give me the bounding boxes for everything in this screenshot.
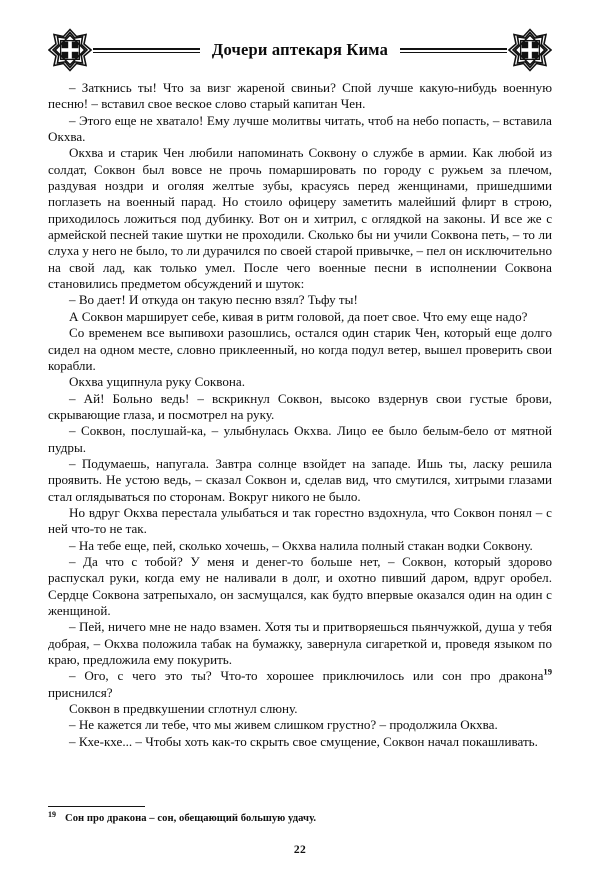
paragraph-with-footnote-reference (48, 668, 552, 701)
paragraph: – Кхе-кхе... – Чтобы хоть как-то скрыть свое смущение, Соквон начал покашливать. (69, 733, 538, 749)
footnote-reference-marker[interactable]: 19 (543, 667, 552, 678)
paragraph: Со временем все выпивохи разошлись, остался один старик Чен, который еще долго сидел на одном месте, словно приклеенный, но когда подул ветер, вышел проверить свои корабли. (48, 325, 552, 373)
paragraph: – Соквон, послушай-ка, – улыбнулась Окхва. Лицо ее было белым-бело от мятной пудры. (48, 423, 552, 455)
paragraph-text-before-footnote: – Ого, с чего это ты? Что-то хорошее приключилось или сон про дракона (69, 668, 544, 684)
footnote-separator-rule (48, 806, 145, 807)
paragraph-text-after-footnote: приснился? (48, 684, 113, 700)
paragraph: – Этого еще не хватало! Ему лучше молитвы читать, чтоб на небо попасть, – вставила Окхва. (48, 112, 552, 145)
body-text (48, 80, 552, 750)
paragraph: – Подумаешь, напугала. Завтра солнце взойдет на западе. Ишь ты, ласку решила проявить. Не устою ведь, – сказал Соквон и, сделав вид, что смутился, хитрыми глазами стал оглядываться по сторонам. Вокруг никого не было. (48, 455, 552, 504)
footnote (48, 812, 552, 825)
paragraph: Окхва ущипнула руку Соквона. (69, 374, 245, 390)
page-number: 22 (293, 843, 307, 856)
paragraph: Но вдруг Окхва перестала улыбаться и так горестно вздохнула, что Соквон понял – с ней что-то не так. (48, 504, 552, 537)
footnote-marker: 19 (48, 810, 56, 819)
paragraph: – Не кажется ли тебе, что мы живем слишком грустно? – продолжила Окхва. (69, 717, 498, 733)
header-rule-right (400, 27, 507, 73)
page-title: Дочери аптекаря Кима (211, 39, 389, 59)
paragraph: – Пей, ничего мне не надо взамен. Хотя ты и притворяешься пьянчужкой, душа у тебя добрая, – Окхва положила табак на бумажку, завернула сигареткой и, проведя языком по краю, предложила ему покурить. (48, 619, 552, 668)
star-rosette-ornament-right (508, 27, 552, 73)
footnote-text: Сон про дракона – сон, обещающий большую удачу. (65, 813, 317, 824)
paragraph: А Соквон марширует себе, кивая в ритм головой, да поет свое. Что ему еще надо? (69, 308, 528, 324)
paragraph: – На тебе еще, пей, сколько хочешь, – Окхва налила полный стакан водки Соквону. (69, 537, 533, 553)
paragraph: – Заткнись ты! Что за визг жареной свиньи? Спой лучше какую-нибудь военную песню! – вставил свое веское слово старый капитан Чен. (48, 80, 552, 112)
running-head (48, 26, 552, 74)
star-rosette-ornament-left (48, 27, 92, 73)
paragraph: – Да что с тобой? У меня и денег-то больше нет, – Соквон, который здорово распускал руки, когда ему не наливали в долг, и охотно пивший даром, вдруг оробел. Сердце Соквона затрепыхало, он засмущался, как будто впервые оказался один на один с женщиной. (48, 553, 552, 618)
paragraph: Окхва и старик Чен любили напоминать Соквону о службе в армии. Как любой из солдат, Соквон был вовсе не прочь помаршировать по городу с ружьем за плечом, раздувая ноздри и оголяя желтые зубы, красуясь перед женщинами, пришедшими поглазеть на военный парад. Но стоило офицеру заметить малейший флирт в строю, приходилось ложиться под дубинку. Вот он и хитрил, с оглядкой на законы. И все же с армейской песней такие шутки не проходили. Сколько бы ни учили Соквона петь, – то ли слуха у него не было, то ли дурачился по своей старой привычке, – пел он исключительно на свой лад, как только умел. После чего военные песни в исполнении Соквона становились предметом обсуждений и шуток: (48, 145, 552, 292)
header-rule-left (93, 27, 200, 73)
paragraph: Соквон в предвкушении сглотнул слюну. (69, 701, 298, 717)
paragraph: – Во дает! И откуда он такую песню взял? Тьфу ты! (69, 292, 358, 308)
paragraph: – Ай! Больно ведь! – вскрикнул Соквон, высоко вздернув свои густые брови, скрывающие глаза, и посмотрел на руку. (48, 390, 552, 422)
